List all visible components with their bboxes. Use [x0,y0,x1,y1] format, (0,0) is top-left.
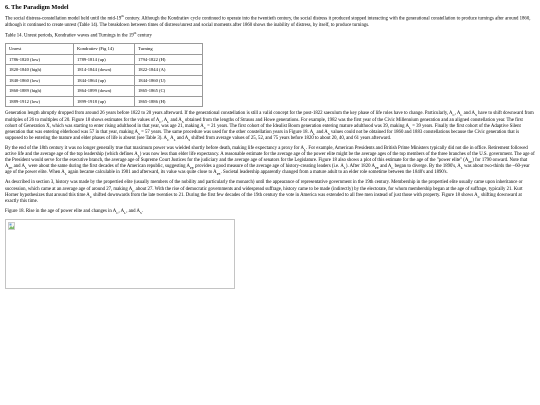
propertied-elite-paragraph: As described in section 3, history was made by the propertied elite (usually members of the nobility and particularly the monarch) until the appearance of representative government in the 19th century. Membership in the propertied elite usually came upon inheritance or succession, which came at an average age of around 27, making $A_C$ about 27. With the rise of democratic governments and widespread suffrage, history came to be made (indirectly) by the electorate, for whom membership began at the age of suffrage, typically 21. Kurt Horner hypothesizes that around this time $A_C$ shifted downwards from the late twenties to 21. During the first few decades of the 19th century the vote in America was extended to all free men instead of just those with property. Figure 18 shows $A_C$ shifting downward at exactly this time. [5,180,523,204]
table-cell: 1864-1899 (down) [74,86,135,97]
figure-caption: Figure 18. Rise in the age of power elite and changes in $A_C$, $A_L$, and $A_S$. [5,208,144,215]
section-heading: 6. The Paradigm Model [5,4,69,11]
table-cell: 1840-1860 (low) [6,75,74,86]
table-row [6,96,203,107]
table-caption: Table 14. Unrest periods, Kondratiev waves and Turnings in the 19th century [5,30,152,39]
document-page [5,4,535,289]
table-cell: 1899-1918 (up) [74,96,135,107]
unrest-table [5,43,203,107]
table-cell: 1865-1865 (C) [135,86,203,97]
table-cell: 1789-1814 (up) [74,54,135,65]
table-cell: 1889-1912 (low) [6,96,74,107]
intro-paragraph: The social distress-constellation model held until the mid-19th century. Although the Kondratiev cycle continued to operate into the twentieth century, the social distress it produced stopped interacting with the generational constellation to produce turnings after around 1860, although it continued to create unrest (Table 14). The breakdown between times of distress/unrest and social moments after 1860 shows the inability of distress, by itself, to produce turnings. [5,14,531,28]
table-cell: 1794-1822 (H) [135,54,203,65]
table-cell: 1822-1844 (A) [135,65,203,76]
table-cell: 1814-1844 (down) [74,65,135,76]
broken-image-icon [8,222,15,230]
table-cell: 1786-1820 (low) [6,54,74,65]
table-cell: 1844-1864 (up) [74,75,135,86]
table-cell: 1844-1860 (U) [135,75,203,86]
table-header-cell: Unrest [6,44,74,55]
table-cell: 1865-1886 (H) [135,96,203,107]
table-row [6,75,203,86]
power-elite-paragraph: By the end of the 18th century it was no longer generally true that maximum power was wielded shortly before death, making life expectancy a proxy for $A_L$. For example, American Presidents and British Prime Ministers typically did not die in office. Retirement followed active life and the average age of the top leadership (which defines $A_L$) was now less than elder life expectancy. A reasonable estimate for the average age of the power elite might be the average ages of the top members of the three branches of the U.S. government. The age of the President would serve for the executive branch, the average age of Supreme Court Justices for the judiciary and the average age of senators for the Legislature. Figure 18 also shows a plot of this estimate for the age of the "power elite" $(A_{PE})$ for 1790 onward. Note that $A_{PE}$ and $A_L$ were about the same during the first decades of the American republic, suggesting $A_{PE}$ provides a good measure of the average age of history-creating leaders (i.e. $A_L$). After 1820 $A_{PE}$ and $A_L$ began to diverge. By the 1890's, $A_L$ was about two-thirds the ~60-year age of the power elite. When $A_L$ again became calculable in 1901 and afterward, its value was quite close to $A_{PE}$. Societal leadership apparently changed from a mature adult to an elder role sometime between the 1840's and 1890's. [5,145,535,177]
generation-length-paragraph: Generation length abruptly dropped from around 26 years before 1822 to 20 years afterward. If the generational constellation is still a valid concept for the post-1822 saeculum the key phase of life roles have to change. Particularly, $A_C$, $A_L$ and $A_S$ have to shift downward from multiples of 26 to multiples of 20. Figure 18 shows estimates for the values of $A_C$, $A_L$ and $A_S$ obtained from the lengths of Strauss and Howe generations. For example, 1982 was the first year of the Civic Millennium generation and an aligned constellation year. The first cohort of Generation X, which was starting to enter rising adulthood in that year, was age 21, making $A_C = 21$ years. The first cohort of the Idealist Boom generation entering mature adulthood was 39, making $A_L = 39$ years. Finally the first cohort of the Adaptive Silent generation that was entering elderhood was 57 in that year, making $A_S = 57$ years. The same procedure was used for the other constellation years in Figure 18. $A_L$ and $A_S$ values could not be obtained for 1860 and 1883 constellations because the Civic generation that is supposed to be entering the mature and elder phases of life is absent (see Table 3). $A_C$ $A_L$ and $A_S$ shifted from average values of 25, 52, and 75 years before 1820 to about 20, 40, and 61 years afterward. [5,111,534,142]
table-header-row [6,44,203,55]
figure-image-placeholder [5,219,235,289]
table-cell: 1860-1889 (high) [6,86,74,97]
table-header-cell: Kondratiev (Fig 14) [74,44,135,55]
table-row [6,86,203,97]
table-cell: 1820-1840 (high) [6,65,74,76]
table-header-cell: Turning [135,44,203,55]
table-row [6,54,203,65]
table-row [6,65,203,76]
